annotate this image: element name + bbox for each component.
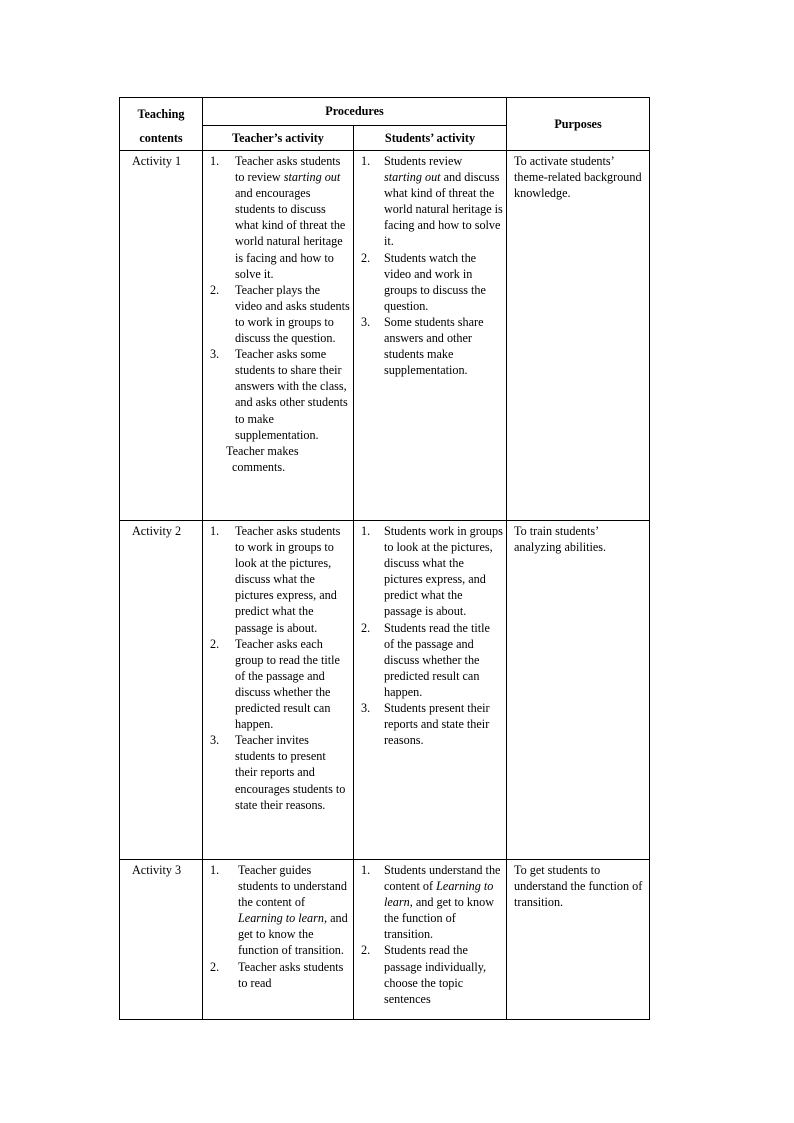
teacher-activity-cell — [203, 860, 354, 1020]
teacher-extra-line: Teacher makes — [226, 443, 299, 458]
header-students-activity: Students’ activity — [354, 126, 507, 151]
header-teaching-contents: Teaching contents — [120, 98, 203, 151]
list-item: 2. Teacher asks students to read — [210, 959, 344, 990]
table-row — [120, 860, 650, 1020]
table-row — [120, 151, 650, 521]
teacher-activity-cell — [203, 151, 354, 521]
list-item: 2. Students read the title of the passage and discuss whether the predicted result can happen. — [361, 620, 490, 699]
list-item: 2. Students watch the video and work in groups to discuss the question. — [361, 250, 486, 313]
activity-label: Activity 2 — [120, 521, 203, 860]
list-item: 2. Teacher plays the video and asks students to work in groups to discuss the question. — [210, 282, 350, 346]
list-item: 2. Teacher asks each group to read the title of the passage and discuss whether the predicted result can happen. — [210, 636, 340, 732]
header-procedures: Procedures — [203, 98, 507, 126]
students-activity-cell — [354, 521, 507, 860]
list-item: 2. Students read the passage individually, choose the topic sentences — [361, 943, 487, 1006]
purpose-cell: To get students to understand the function of transition. — [507, 860, 650, 1020]
students-activity-cell — [354, 860, 507, 1020]
purpose-cell: To train students’ analyzing abilities. — [507, 521, 650, 860]
list-item: 3. Teacher invites students to present their reports and encourages students to state their reasons. — [210, 733, 346, 812]
header-purposes: Purposes — [507, 98, 650, 151]
list-item: 1. Students understand the content of Learning to learn, and get to know the function of transition. — [361, 863, 501, 942]
list-item: 3. Students present their reports and state their reasons. — [361, 701, 490, 748]
students-activity-cell — [354, 151, 507, 521]
list-item: 1. Students review starting out and discuss what kind of threat the world natural heritage is facing and how to solve it. — [361, 154, 503, 249]
teacher-extra-line: comments. — [232, 459, 286, 474]
list-item: 1. Teacher asks students to review starting out and encourages students to discuss what kind of threat the world natural heritage is facing and how to solve it. — [210, 154, 346, 281]
purpose-cell: To activate students’ theme-related background knowledge. — [507, 151, 650, 521]
header-teacher-activity: Teacher’s activity — [203, 126, 354, 151]
list-item: 1. Teacher asks students to work in groups to look at the pictures, discuss what the pictures express, and predict what the passage is about. — [210, 524, 341, 635]
list-item: 3. Teacher asks some students to share their answers with the class, and asks other students to make supplementation. — [210, 347, 348, 442]
list-item: 1. Teacher guides students to understand the content of Learning to learn, and get to know the function of transition. — [210, 863, 348, 958]
list-item: 3. Some students share answers and other students make supplementation. — [361, 314, 484, 378]
teacher-activity-cell — [203, 521, 354, 860]
table-row — [120, 521, 650, 860]
list-item: 1. Students work in groups to look at the pictures, discuss what the pictures express, and predict what the passage is about. — [361, 524, 503, 619]
activity-label: Activity 1 — [120, 151, 203, 521]
activity-label: Activity 3 — [120, 860, 203, 1020]
lesson-plan-table — [119, 97, 650, 1020]
